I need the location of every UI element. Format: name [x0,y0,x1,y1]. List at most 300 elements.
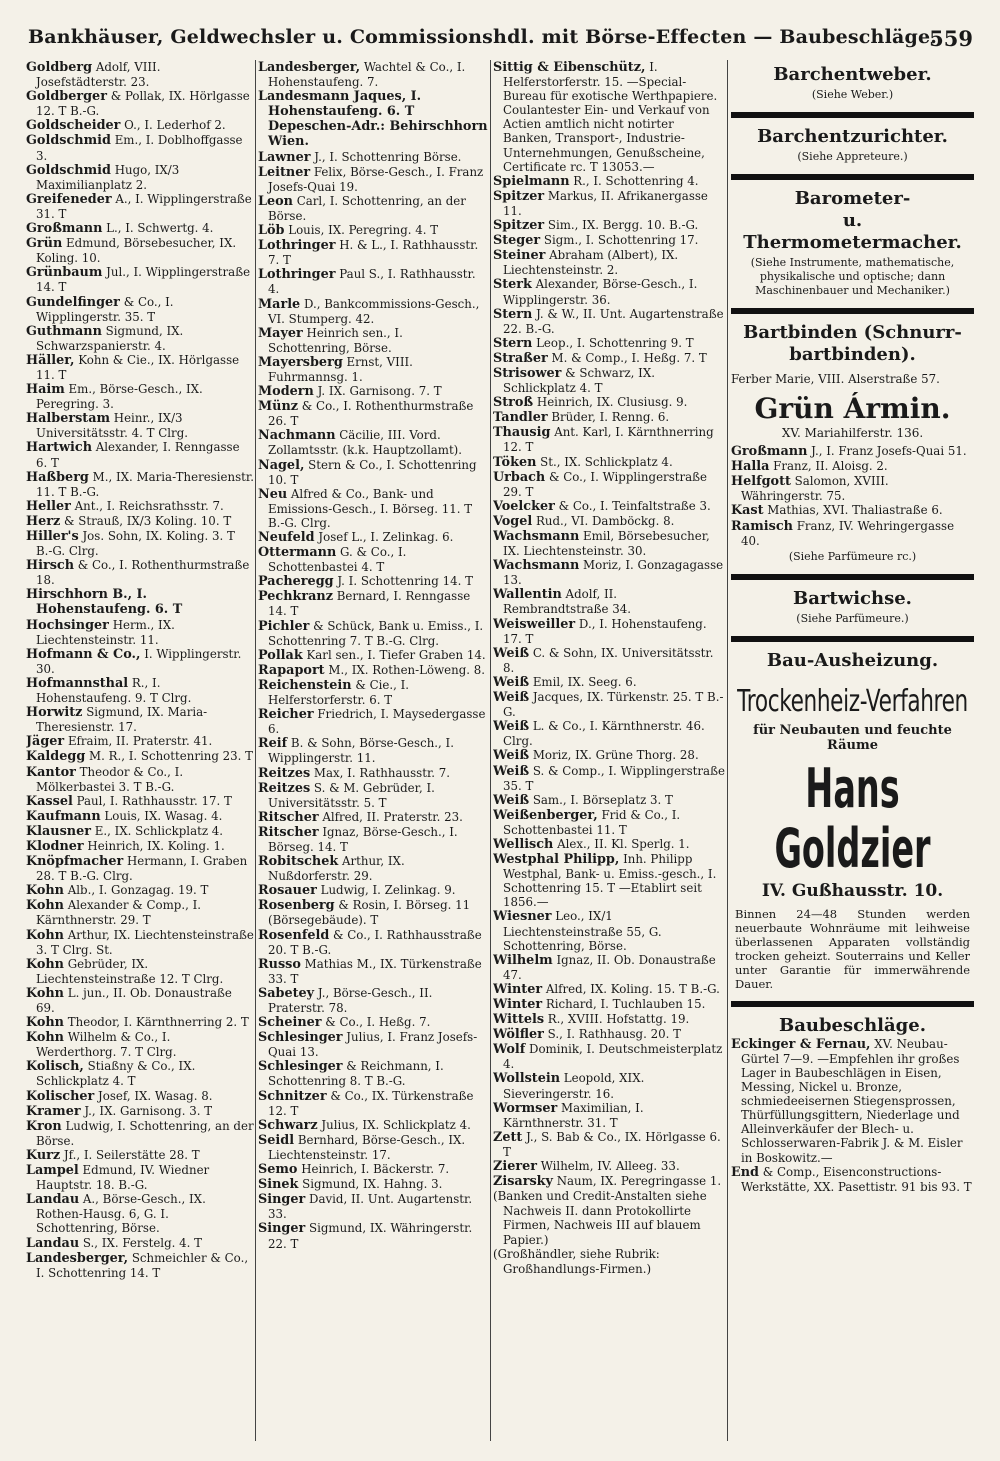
entry-name: Weiß [493,719,530,735]
entry-details: & Schwarz, IX. Schlickplatz 4. T [503,365,655,396]
list-item [26,618,254,647]
entry-name: Kolisch, [26,1059,84,1075]
entry-details: Richard, I. Tuchlauben 15. [545,997,706,1011]
entry-details: & Co., I. Rathhausstraße 20. T B.-G. [268,927,482,957]
entry-name: Kaufmann [26,808,101,824]
section-title: Barchentzurichter. [757,126,948,147]
entry-name: Strisower [493,365,562,381]
entry-details: Carl, I. Schottenring, an der Börse. [268,193,466,223]
entry-name: Goldscheider [26,118,121,134]
list-item [258,326,488,355]
list-item [493,233,725,248]
entry-details: D., Bankcommissions-Gesch., VI. Stumperg. 42. [268,296,480,326]
entry-name: Hochsinger [26,617,109,633]
entry-details: Sam., I. Börseplatz 3. T [532,792,673,807]
list-item [493,277,725,306]
entry-details: Sim., IX. Bergg. 10. B.-G. [547,218,699,233]
list-item [493,1130,725,1159]
section-divider [731,112,974,118]
entry-name: Schwarz [258,1117,318,1133]
entry-name: Singer [258,1221,306,1237]
entry-name: Ottermann [258,545,337,561]
entry-list [731,444,974,548]
entry-name: Horwitz [26,705,83,721]
entry-details: M., IX. Maria-Theresienstr. 11. T B.-G. [36,469,254,499]
list-item [26,265,254,294]
entry-name: Wolf [493,1042,526,1058]
list-item [493,1174,725,1189]
list-item [258,1192,488,1221]
entry-details: H. & L., I. Rathhausstr. 7. T [268,238,479,268]
entry-name: Landesberger, [258,60,361,75]
list-item [258,60,488,89]
entry-details: St., IX. Schlickplatz 4. [540,454,673,469]
entry-name: Wiesner [493,909,552,925]
entry-name: Eckinger & Fernau, [731,1036,871,1052]
entry-details: M. R., I. Schottenring 23. T [89,749,254,764]
list-item [258,384,488,399]
entry-name: Scheiner [258,1015,322,1031]
entry-details: & Co., I. Wipplingerstr. 35. T [36,294,174,324]
entry-details: & Rosin, I. Börseg. 11 (Börsegebäude). T [268,898,471,928]
entry-details: E., IX. Schlickplatz 4. [94,823,224,838]
entry-name: Steger [493,233,541,249]
entry-details: Leopold, XIX. Sieveringerstr. 16. [503,1071,645,1101]
list-item [258,1133,488,1162]
entry-name: Guthmann [26,323,102,339]
entry-name: Goldschmid [26,133,111,149]
entry-name: Voelcker [493,498,555,514]
column-rule [490,60,491,1441]
entry-details: Alfred, IX. Koling. 15. T B.-G. [545,981,720,996]
entry-name: Hartwich [26,440,93,456]
entry-name: Goldschmid [26,162,111,178]
list-item [493,690,725,719]
entry-name: Zisarsky [493,1174,553,1190]
entry-details: Hugo, IX/3 Maximilianplatz 2. [36,162,180,192]
list-item [26,1251,254,1280]
entry-name: Kron [26,1118,62,1134]
list-item [258,355,488,384]
list-item [493,808,725,837]
entry-details: Edmund, IV. Wiedner Hauptstr. 18. B.-G. [36,1163,210,1193]
entry-name: Lothringer [258,238,336,254]
entry-name: Schlesinger [258,1059,343,1075]
entry-details: Louis, IX. Wasag. 4. [104,808,223,823]
list-item [26,89,254,118]
entry-name: Straßer [493,350,548,366]
entry-details: M., IX. Rothen-Löweng. 8. [328,662,486,677]
list-item [258,428,488,457]
list-item [258,766,488,781]
list-item [26,192,254,221]
entry-details: Adolf, VIII. Josefstädterstr. 23. [36,60,161,90]
list-item [258,574,488,589]
section-note: (Siehe Parfümeure rc.) [788,549,917,563]
entry-details: Kohn & Cie., IX. Hörlgasse 11. T [36,352,240,382]
entry-name: Großmann [26,221,103,237]
entry-name: Kaldegg [26,749,86,765]
list-item [26,986,254,1015]
entry-name: Hiller's [26,529,79,544]
entry-details: B. & Sohn, Börse-Gesch., I. Wipplingerstr. 11. [268,736,454,766]
list-item [258,986,488,1015]
list-item [493,1247,725,1276]
entry-name: Haßberg [26,469,89,485]
entry-details: Brüder, I. Renng. 6. [551,410,670,425]
entry-details: Julius, I. Franz Josefs-Quai 13. [268,1030,478,1060]
list-item [26,529,254,558]
list-item [258,399,488,428]
list-item [26,809,254,824]
entry-name: Robitschek [258,854,339,870]
list-item [26,470,254,499]
list-item [26,1089,254,1104]
entry-name: Häller, [26,352,75,368]
entry-details: L. jun., II. Ob. Donaustraße 69. [36,985,232,1015]
entry-name: Landau [26,1235,80,1251]
list-item [493,953,725,982]
list-item [493,1101,725,1130]
list-item [26,928,254,957]
entry-details: J. & W., II. Unt. Augartenstraße 22. B.-G. [503,306,724,336]
entry-details: Mathias, XVI. Thaliastraße 6. [767,503,943,518]
list-item [493,997,725,1012]
entry-name: Wachsmann [493,529,580,544]
entry-name: Marle [258,296,301,312]
entry-name: Nagel, [258,457,305,473]
section-note: (Siehe Instrumente, mathematische, physikalische und optische; dann Maschinenbauer und Mechaniker.) [750,256,955,297]
list-item [26,883,254,898]
list-item [26,133,254,162]
entry-details: S. & M. Gebrüder, I. Universitätsstr. 5. T [268,780,435,810]
list-item [26,411,254,440]
list-item [258,663,488,678]
list-item [258,736,488,765]
entry-details: Sigmund, IX. Hahng. 3. [302,1177,443,1192]
entry-list [731,1037,974,1194]
entry-details: Ignaz, Börse-Gesch., I. Börseg. 14. T [268,824,458,854]
list-item [493,529,725,558]
entry-name: Kohn [26,898,64,914]
list-item [731,1037,974,1165]
entry-details: Gebrüder, IX. Liechtensteinstraße 12. T Clrg. [36,956,224,986]
entry-name: Kurz [26,1147,61,1163]
entry-details: Moriz, I. Gonzagagasse 13. [503,558,724,588]
section-divider [731,574,974,580]
ad-body: Binnen 24—48 Stunden werden neuerbaute Wohnräume mit leihweise überlassenen Apparaten vollständig trocken geheizt. Souterrains und Keller unter Garantie für immerwährende Dauer. [735,906,970,991]
entry-details: Naum, IX. Peregringasse 1. [556,1174,722,1189]
list-item [26,440,254,469]
list-item [493,646,725,675]
entry-details: Abraham (Albert), IX. Liechtensteinstr. 2. [503,248,679,278]
list-item [258,898,488,927]
entry-details: M. & Comp., I. Heßg. 7. T [551,350,707,365]
entry-name: Knöpfmacher [26,854,124,870]
section-title-cont: u. Thermometermacher. [743,210,962,253]
list-item [493,558,725,587]
list-item [493,336,725,351]
entry-name: Rapaport [258,662,325,678]
entry-details: Karl sen., I. Tiefer Graben 14. [306,647,486,662]
entry-name: Münz [258,399,299,415]
entry-name: Reif [258,736,288,752]
entry-details: Alexander & Comp., I. Kärnthnerstr. 29. T [36,898,202,928]
list-item [493,852,725,909]
list-item [493,587,725,616]
entry-name: Landesberger, [26,1250,129,1266]
section-title: Barometer- [794,188,911,209]
list-item [26,1104,254,1119]
list-item [26,1119,254,1148]
entry-details: Jf., I. Seilerstätte 28. T [63,1147,200,1162]
entry-details: Alex., II. Kl. Sperlg. 1. [557,836,690,851]
entry-details: Bernard, I. Renngasse 14. T [268,589,471,619]
entry-details: Em., I. Doblhoffgasse 3. [36,133,243,163]
list-item [26,295,254,324]
list-item [26,558,254,587]
entry-details: S. & Comp., I. Wipplingerstraße 35. T [503,763,725,793]
entry-details: Julius, IX. Schlickplatz 4. [321,1117,471,1132]
entry-name: Wormser [493,1100,558,1116]
entry-name: Reitzes [258,780,311,796]
entry-details: & Co., I. Rothenthurmstraße 18. [36,558,250,588]
list-item [26,647,254,676]
entry-name: Ritscher [258,824,319,840]
entry-details: (Banken und Credit-Anstalten siehe Nachweis II. dann Protokollirte Firmen, Nachweis III auf blauem Papier.) [493,1189,707,1247]
entry-details: Louis, IX. Peregring. 4. T [288,223,439,238]
entry-details: Paul S., I. Rathhausstr. 4. [268,267,476,297]
entry-details: & Cie., I. Helferstorferstr. 6. T [268,677,410,708]
entry-name: Neu [258,486,288,502]
list-item [26,824,254,839]
list-item [26,957,254,986]
entry-details: David, II. Unt. Augartenstr. 33. [268,1192,473,1222]
list-item [258,648,488,663]
entry-name: Greifeneder [26,191,112,207]
entry-details: Jos. Sohn, IX. Koling. 3. T B.-G. Clrg. [36,529,235,559]
entry-details: Adolf, II. Rembrandtstraße 34. [503,587,632,617]
entry-details: Sigmund, IX. Währingerstr. 22. T [268,1221,473,1251]
section-note: (Siehe Weber.) [811,88,894,101]
entry-name: Haim [26,382,65,398]
entry-name: Wölfler [493,1027,544,1043]
list-item [258,781,488,810]
list-item [258,825,488,854]
page-number: 559 [929,26,973,51]
entry-name: Weiß [493,748,530,764]
entry-details: & Strauß, IX/3 Koling. 10. T [64,513,232,528]
entry-details: Ludwig, I. Zelinkag. 9. [320,883,456,898]
entry-details: Markus, II. Afrikanergasse 11. [503,188,708,218]
list-item [26,1015,254,1030]
list-item [258,458,488,487]
entry-name: Sinek [258,1177,299,1193]
entry-name: Mayersberg [258,354,343,370]
list-item [493,1012,725,1027]
entry-name: Winter [493,997,543,1012]
entry-name: Kolischer [26,1088,95,1104]
list-item [258,1118,488,1133]
list-item [493,1189,725,1246]
section-title: Baubeschläge. [779,1014,926,1036]
list-item [493,793,725,808]
entry-details: Inh. Philipp Westphal, Bank- u. Emiss.-gesch., I. Schottenring 15. T —Etablirt seit 1856.— [503,852,717,910]
list-item [258,619,488,648]
entry-name: Herz [26,513,61,529]
list-item [258,678,488,707]
entry-name: Kantor [26,764,76,780]
entry-name: Klausner [26,823,91,839]
entry-details: Cäcilie, III. Vord. Zollamtsstr. (k.k. Hauptzollamt). [268,428,463,458]
list-item [731,519,974,548]
entry-name: Ritscher [258,809,319,825]
list-item [493,1027,725,1042]
section-divider [731,1001,974,1007]
entry-name: Lothringer [258,267,336,283]
entry-name: Wollstein [493,1071,561,1087]
list-item [26,1148,254,1163]
entry-name: Lawner [258,149,311,165]
entry-name: Modern [258,384,314,400]
entry-details: Franz, II. Aloisg. 2. [773,459,888,474]
entry-name: Kohn [26,1030,64,1046]
entry-details: I. Helferstorferstr. 15. —Special-Bureau für exotische Werthpapiere. Coulantester Ein- und Verkauf von Actien amtlich nicht notirter Banken, Transport-, Industrie-Unternehmungen, Genußscheine, Certificate rc. T 13053.— [503,60,718,174]
list-item [258,1221,488,1250]
entry-details: Stern & Co., I. Schottenring 10. T [268,457,477,487]
entry-details: Salomon, XVIII. Währingerstr. 75. [741,474,889,504]
entry-name: Mayer [258,325,303,341]
section-note: (Siehe Appreteure.) [797,150,908,163]
entry-name: Goldberg [26,60,93,75]
list-item [258,707,488,736]
entry-name: Reitzes [258,765,311,781]
entry-name: End [731,1164,760,1180]
entry-name: Heller [26,498,71,514]
entry-details: Arthur, IX. Nußdorferstr. 29. [268,854,405,884]
entry-name: Kohn [26,956,64,972]
entry-name: Wallentin [493,587,562,603]
list-item [493,748,725,763]
list-item: Ferber Marie, VIII. Alserstraße 57. [731,372,940,386]
entry-name: Jäger [26,734,65,750]
entry-name: Landau [26,1192,80,1208]
entry-name: Sterk [493,277,532,293]
entry-name: Weiß [493,645,530,661]
list-item [493,189,725,218]
entry-name: Halberstam [26,411,111,427]
entry-name: Kramer [26,1103,81,1119]
list-item [26,118,254,133]
entry-details: Moriz, IX. Grüne Thorg. 28. [532,748,699,763]
entry-details: & Reichmann, I. Schottenring 8. T B.-G. [268,1059,444,1089]
list-item [26,60,254,89]
entry-name: Thausig [493,425,551,441]
entry-details: & Pollak, IX. Hörlgasse 12. T B.-G. [36,89,250,119]
list-item [258,545,488,574]
entry-details: J., I. Franz Josefs-Quai 51. [811,444,967,459]
list-item [26,221,254,236]
column-4 [731,60,974,1443]
entry-details: Maximilian, I. Kärnthnerstr. 31. T [503,1100,644,1130]
entry-name: Kohn [26,883,64,899]
list-item [493,675,725,690]
entry-name: Landesmann Jaques, I. Hohenstaufeng. 6. T Depeschen-Adr.: Behirschhorn Wien. [258,89,488,150]
entry-name: Sabetey [258,985,315,1001]
entry-details: Herm., IX. Liechtensteinstr. 11. [36,617,175,647]
entry-details: Heinrich, I. Bäckerstr. 7. [301,1162,450,1177]
entry-details: Wachtel & Co., I. Hohenstaufeng. 7. [268,60,466,90]
entry-name: Leitner [258,164,311,180]
section-title: Bartwichse. [793,587,912,609]
entry-details: Max, I. Rathhausstr. 7. [313,765,451,780]
entry-details: R., I. Hohenstaufeng. 9. T Clrg. [36,675,192,706]
list-item [258,1030,488,1059]
entry-name: Lampel [26,1163,79,1179]
section-title: Bartbinden (Schnurr- [743,322,962,343]
entry-details: C. & Sohn, IX. Universitätsstr. 8. [503,645,714,675]
entry-name: Spitzer [493,188,545,204]
list-item [258,928,488,957]
list-item [731,1165,974,1194]
list-item [493,455,725,470]
entry-name: Wachsmann [493,558,580,574]
ad-line: Räume [826,737,878,753]
list-item [26,163,254,192]
section-divider [731,174,974,180]
entry-details: S., IX. Ferstelg. 4. T [82,1235,202,1250]
column-3 [493,60,725,1443]
entry-details: I. Wipplingerstr. 30. [36,646,242,676]
section-divider [731,308,974,314]
list-item [493,307,725,336]
entry-name: Großmann [731,444,808,460]
list-item [258,297,488,326]
entry-name: Ramisch [731,518,793,534]
entry-name: Zierer [493,1159,537,1175]
entry-details: Sigmund, IX. Maria-Theresienstr. 17. [36,705,208,735]
list-item [493,837,725,852]
entry-details: Felix, Börse-Gesch., I. Franz Josefs-Quai 19. [268,164,484,194]
list-item [258,589,488,618]
list-item [26,499,254,514]
list-item [26,898,254,927]
entry-details: Ignaz, II. Ob. Donaustraße 47. [503,952,716,982]
ad-company-name: Hans Goldzier [774,756,931,880]
list-item [258,530,488,545]
list-item [493,514,725,529]
list-item [258,1015,488,1030]
list-item [493,719,725,748]
list-item [26,765,254,794]
entry-details: Wilhelm & Co., I. Werderthorg. 7. T Clrg. [36,1030,177,1060]
list-item [26,514,254,529]
entry-details: Heinrich, IX. Clusiusg. 9. [536,395,688,410]
section-title: Barchentweber. [773,64,932,85]
list-item [258,1177,488,1192]
entry-name: Wilhelm [493,952,553,968]
entry-details: Ant. Karl, I. Kärnthnerring 12. T [503,425,714,455]
entry-details: Jacques, IX. Türkenstr. 25. T B.-G. [503,690,724,720]
list-item [493,395,725,410]
entry-details: L., I. Schwertg. 4. [106,221,214,236]
entry-name: Rosenberg [258,898,335,914]
entry-details: Alfred, II. Praterstr. 23. [322,809,463,824]
entry-name: Steiner [493,248,546,264]
entry-name: Zett [493,1129,523,1145]
entry-name: Kohn [26,1015,64,1031]
list-item [493,410,725,425]
